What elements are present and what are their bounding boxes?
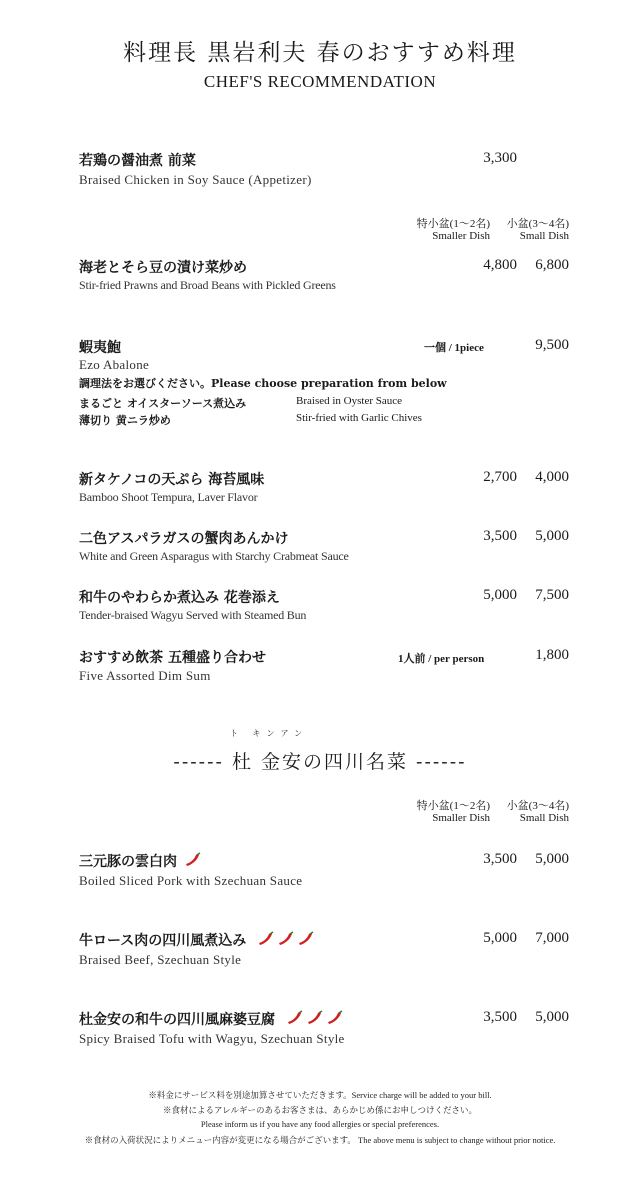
- menu-item-english: Five Assorted Dim Sum: [79, 668, 211, 683]
- menu-item-english: Braised Chicken in Soy Sauce (Appetizer): [79, 172, 312, 187]
- menu-item-name: 蝦夷鮑: [79, 340, 121, 356]
- page-subtitle: CHEF'S RECOMMENDATION: [203, 72, 437, 91]
- menu-item-price-smaller: 3,500: [483, 851, 517, 867]
- menu-item-english: Tender-braised Wagyu Served with Steamed Bun: [79, 608, 307, 622]
- menu-item-price-smaller: 3,500: [483, 528, 517, 544]
- option-1-jp: まるごと オイスターソース煮込み: [79, 397, 247, 410]
- menu-item-name-text: 牛ロース肉の四川風煮込み: [79, 933, 247, 949]
- smaller-dish-en: Smaller Dish: [432, 812, 490, 824]
- menu-item-english: White and Green Asparagus with Starchy Crabmeat Sauce: [79, 549, 349, 563]
- menu-item-price-smaller: 2,700: [483, 469, 517, 485]
- menu-item-price-smaller: 4,800: [483, 257, 517, 273]
- menu-item-english: Braised Beef, Szechuan Style: [79, 952, 242, 967]
- option-1-en: Braised in Oyster Sauce: [296, 395, 402, 407]
- small-dish-en: Small Dish: [519, 230, 569, 242]
- preparation-note: 調理法をお選びください。Please choose preparation from below: [79, 377, 447, 390]
- option-2-en: Stir-fried with Garlic Chives: [296, 412, 422, 424]
- pepper-icon: [297, 931, 315, 951]
- footer-line: Please inform us if you have any food allergies or special preferences.: [200, 1119, 440, 1129]
- menu-item-name: 和牛のやわらか煮込み 花巻添え: [79, 590, 280, 606]
- menu-item-name: おすすめ飲茶 五種盛り合わせ: [79, 650, 267, 666]
- menu-item-name-text: 三元豚の雲白肉: [79, 854, 177, 870]
- pepper-icon: [286, 1010, 304, 1030]
- footer-line: ※食材の入荷状況によりメニュー内容が変更になる場合がございます。 The above menu is subject to change without prior notice.: [84, 1135, 556, 1145]
- small-dish-jp: 小盆(3～4名): [506, 218, 569, 230]
- footer-line: ※料金にサービス料を別途加算させていただきます。Service charge will be added to your bill.: [148, 1090, 492, 1100]
- menu-item-english: Stir-fried Prawns and Broad Beans with Pickled Greens: [79, 278, 336, 292]
- menu-item-price-small: 6,800: [535, 257, 569, 273]
- small-dish-jp: 小盆(3～4名): [506, 800, 569, 812]
- section-ruby: ト キンアン: [230, 729, 309, 738]
- menu-item-price-small: 5,000: [535, 1009, 569, 1025]
- menu-item-english: Bamboo Shoot Tempura, Laver Flavor: [79, 490, 258, 504]
- smaller-dish-header: [400, 218, 490, 242]
- menu-item-english: Boiled Sliced Pork with Szechuan Sauce: [79, 873, 303, 888]
- menu-item-unit: 一個 / 1piece: [424, 342, 484, 354]
- pepper-icon: [184, 852, 202, 872]
- option-2-jp: 薄切り 黄ニラ炒め: [79, 414, 171, 427]
- menu-item-price-small: 5,000: [535, 851, 569, 867]
- menu-item-price-small: 4,000: [535, 469, 569, 485]
- menu-item-name: [79, 1009, 344, 1030]
- smaller-dish-jp: 特小盆(1～2名): [416, 218, 490, 230]
- smaller-dish-header: [400, 800, 490, 824]
- smaller-dish-en: Smaller Dish: [432, 230, 490, 242]
- menu-item-name: 二色アスパラガスの蟹肉あんかけ: [79, 531, 289, 547]
- pepper-icon: [306, 1010, 324, 1030]
- menu-item-name: 若鶏の醤油煮 前菜: [79, 153, 196, 169]
- menu-item-english: Ezo Abalone: [79, 357, 150, 372]
- pepper-icon: [326, 1010, 344, 1030]
- pepper-icon: [277, 931, 295, 951]
- small-dish-header: [494, 800, 569, 824]
- menu-item-price-smaller: 3,500: [483, 1009, 517, 1025]
- pepper-icon: [257, 931, 275, 951]
- menu-item-name: 新タケノコの天ぷら 海苔風味: [79, 472, 265, 488]
- menu-item-name: [79, 930, 315, 951]
- small-dish-en: Small Dish: [519, 812, 569, 824]
- menu-item-price-small: 7,000: [535, 930, 569, 946]
- menu-item-price: 3,300: [483, 150, 517, 166]
- menu-item-price-small: 5,000: [535, 528, 569, 544]
- menu-item-name: 海老とそら豆の漬け菜炒め: [79, 260, 247, 276]
- menu-item-price-smaller: 5,000: [483, 930, 517, 946]
- menu-item-unit: 1人前 / per person: [398, 653, 485, 665]
- menu-item-name: [79, 851, 202, 872]
- section-title: ------ 杜 金安の四川名菜 ------: [173, 751, 467, 773]
- smaller-dish-jp: 特小盆(1～2名): [416, 800, 490, 812]
- small-dish-header: [494, 218, 569, 242]
- menu-item-price-small: 7,500: [535, 587, 569, 603]
- menu-item-english: Spicy Braised Tofu with Wagyu, Szechuan Style: [79, 1031, 345, 1046]
- footer-line: ※食材によるアレルギーのあるお客さまは、あらかじめ係にお申しつけください。: [163, 1105, 477, 1115]
- menu-item-price: 1,800: [535, 647, 569, 663]
- menu-item-name-text: 杜金安の和牛の四川風麻婆豆腐: [79, 1012, 275, 1028]
- page-title: 料理長 黒岩利夫 春のおすすめ料理: [123, 40, 517, 66]
- menu-item-price-smaller: 5,000: [483, 587, 517, 603]
- menu-item-price: 9,500: [535, 337, 569, 353]
